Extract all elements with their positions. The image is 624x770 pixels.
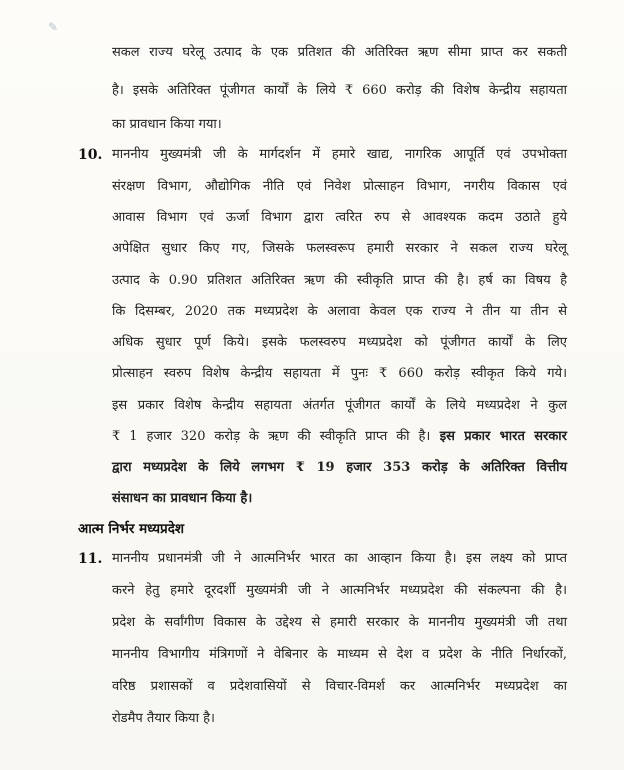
paragraph-line: प्रोत्साहन स्वरुप विशेष केन्द्रीय सहायता में पुनः ₹ 660 करोड़ स्वीकृत किये गये। xyxy=(112,366,567,381)
paragraph-bold-text: द्वारा मध्यप्रदेश के लिये लगभग ₹ 19 हजार 353 करोड़ के अतिरिक्त वित्तीय xyxy=(112,460,567,475)
paragraph-line: संरक्षण विभाग, औद्योगिक नीति एवं निवेश प्रोत्साहन विभाग, नगरीय विकास एवं xyxy=(112,179,567,194)
paragraph-line: माननीय विभागीय मंत्रिगणों ने वेबिनार के माध्यम से देश व प्रदेश के नीति निर्धारकों, xyxy=(112,647,567,662)
scan-artifact-icon: ✎ xyxy=(48,20,59,34)
paragraph-number: 10. xyxy=(78,147,103,163)
paragraph-line: आवास विभाग एवं ऊर्जा विभाग द्वारा त्वरित रुप से आवश्यक कदम उठाते हुये xyxy=(112,210,567,225)
section-heading: आत्म निर्भर मध्यप्रदेश xyxy=(78,521,185,537)
paragraph-line: कि दिसम्बर, 2020 तक मध्यप्रदेश के अलावा केवल एक राज्य ने तीन या तीन से xyxy=(112,304,567,319)
paragraph-text: ₹ 1 हजार 320 करोड़ के ऋण की स्वीकृति प्राप्त की है। xyxy=(112,429,431,444)
paragraph-line: उत्पाद के 0.90 प्रतिशत अतिरिक्त ऋण की स्वीकृति प्राप्त की है। हर्ष का विषय है xyxy=(112,273,567,288)
paragraph-line: वरिष्ठ प्रशासकों व प्रदेशवासियों से विचार-विमर्श कर आत्मनिर्भर मध्यप्रदेश का xyxy=(112,679,567,694)
paragraph-line: रोडमैप तैयार किया है। xyxy=(112,711,215,726)
paragraph-line: माननीय प्रधानमंत्री जी ने आत्मनिर्भर भारत का आव्हान किया है। इस लक्ष्य को प्राप्त xyxy=(112,551,567,566)
paragraph-bold-text: इस प्रकार भारत सरकार xyxy=(430,429,567,444)
paragraph-line: अपेक्षित सुधार किए गए, जिसके फलस्वरूप हमारी सरकार ने सकल राज्य घरेलू xyxy=(112,241,567,256)
paragraph-line: इस प्रकार विशेष केन्द्रीय सहायता अंतर्गत पूंजीगत कार्यों के लिये मध्यप्रदेश ने कुल xyxy=(112,398,567,413)
intro-line: का प्रावधान किया गया। xyxy=(112,117,222,132)
paragraph-line-bold xyxy=(112,490,567,508)
intro-line: सकल राज्य घरेलू उत्पाद के एक प्रतिशत की अतिरिक्त ऋण सीमा प्राप्त कर सकती xyxy=(112,45,567,60)
paragraph-line: करने हेतु हमारे दूरदर्शी मुख्यमंत्री जी ने आत्मनिर्भर मध्यप्रदेश की संकल्पना की है। xyxy=(112,583,567,598)
paragraph-bold-text: संसाधन का प्रावधान किया है। xyxy=(112,491,253,506)
paragraph-line: अधिक सुधार पूर्ण किये। इसके फलस्वरुप मध्यप्रदेश को पूंजीगत कार्यों के लिए xyxy=(112,335,567,350)
paragraph-line: प्रदेश के सर्वांगीण विकास के उद्देश्य से हमारी सरकार के माननीय मुख्यमंत्री जी तथा xyxy=(112,615,567,630)
paragraph-line: माननीय मुख्यमंत्री जी के मार्गदर्शन में हमारे खाद्य, नागरिक आपूर्ति एवं उपभोक्ता xyxy=(112,147,567,162)
paragraph-line-bold xyxy=(112,459,567,477)
paragraph-line-mixed xyxy=(112,428,567,446)
intro-line: है। इसके अतिरिक्त पूंजीगत कार्यों के लिये ₹ 660 करोड़ की विशेष केन्द्रीय सहायता xyxy=(112,83,567,98)
paragraph-number: 11. xyxy=(78,551,103,567)
